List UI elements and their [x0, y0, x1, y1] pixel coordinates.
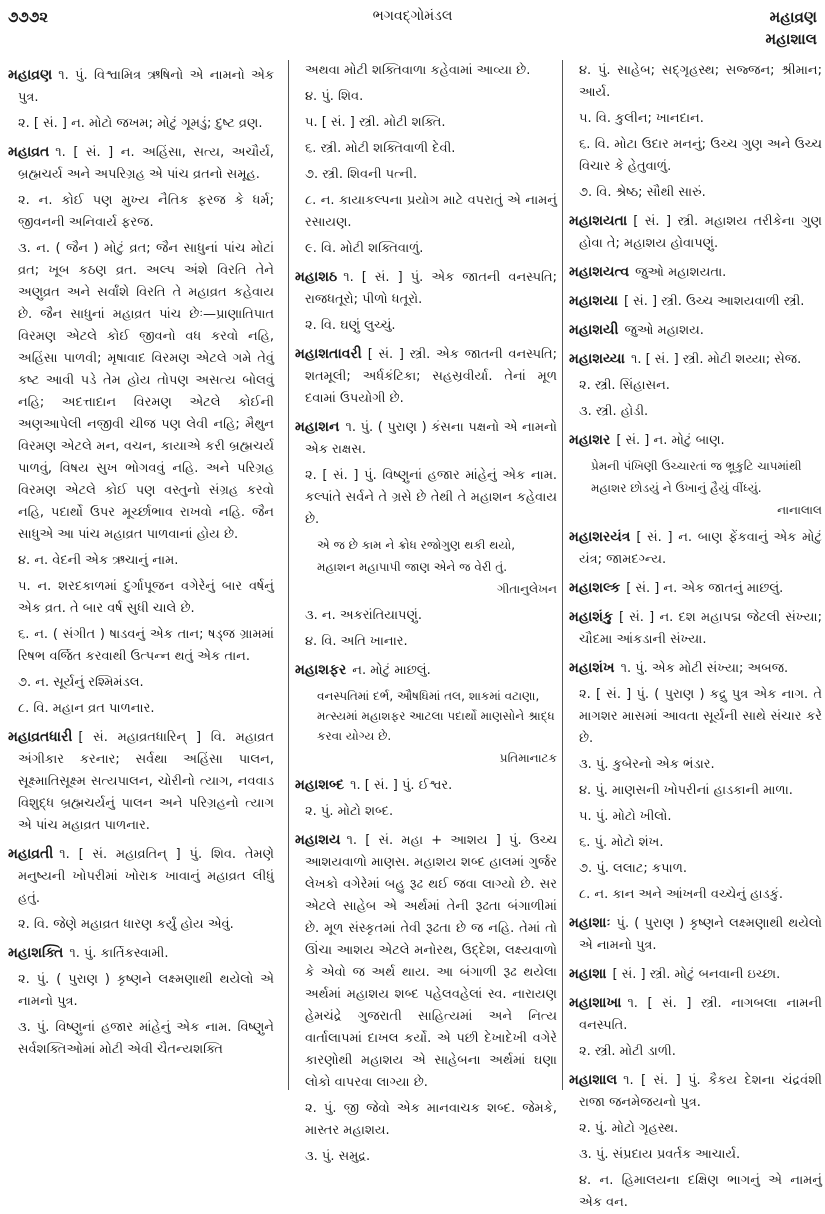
entry-sense: [295, 605, 557, 627]
entry-sense: [569, 832, 822, 854]
definition-text: ૨. [ સં. ] પું. વિષ્ણુનાં હજાર માંહેનું એક નામ. કલ્પાંતે સર્વને તે ગ્રસે છે તેથી તે મહાશન કહેવાય છે.: [305, 468, 557, 527]
definition-text: ૪. વિ. અતિ ખાનાર.: [305, 634, 408, 649]
definition-text: ૮. વિ. મહાન વ્રત પાળનાર.: [18, 701, 155, 716]
definition-text: અથવા મોટી શક્તિવાળા કહેવામાં આવ્યા છે.: [305, 63, 531, 78]
entry-sense: [569, 806, 822, 828]
headword: મહાશઠ: [295, 269, 338, 285]
dictionary-entry: [8, 726, 274, 837]
entry-sense: [295, 86, 557, 108]
entry-sense: [8, 698, 274, 720]
dictionary-entry: [569, 261, 822, 284]
definition-text: ૬. સ્ત્રી. મોટી શક્તિવાળી દેવી.: [305, 141, 456, 156]
dictionary-entry: [295, 416, 557, 461]
headword: મહાશયત્વ: [569, 264, 630, 280]
entry-sense: [8, 113, 274, 135]
dictionary-entry: [569, 429, 822, 452]
dictionary-entry: [569, 606, 822, 651]
citation-source: નાનાલાલ: [777, 503, 822, 517]
definition-text: ૨. ન. કોઈ પણ મુખ્ય નૈતિક ફરજ કે ધર્મ; જીવનની અનિવાર્ય ફરજ.: [18, 193, 274, 230]
definition-text: ૫. વિ. કુલીન; ખાનદાન.: [579, 111, 704, 126]
definition-text: ૨. પું. ( પુરાણ ) કૃષ્ણને લક્ષ્મણાથી થયેલો એ નામનો પુત્ર.: [18, 972, 274, 1009]
entry-sense: [569, 1170, 822, 1214]
definition-text: ૪. ન. વેદની એક ઋચાનું નામ.: [18, 553, 179, 568]
definition-text: ૫. [ સં. ] સ્ત્રી. મોટી શક્તિ.: [305, 115, 446, 130]
citation-source: ગીતાનુલેખન: [497, 582, 557, 596]
headword: મહાશરયંત્ર: [569, 529, 631, 545]
entry-sense: [569, 1041, 822, 1063]
column-3: [562, 60, 822, 1210]
headword: મહાશફર: [295, 662, 347, 678]
headword: મહાવ્રતધારી: [8, 729, 73, 745]
headword: મહાશય્યા: [569, 351, 625, 367]
entry-sense: [295, 138, 557, 160]
definition-text: ૨. સ્ત્રી. મોટી ડાળી.: [579, 1044, 676, 1059]
dictionary-entry: [295, 659, 557, 682]
definition-text: ૨. વિ. જેણે મહાવ્રત ધારણ કર્યું હોય એવું.: [18, 917, 234, 932]
entry-sense: [295, 190, 557, 234]
entry-sense: [8, 238, 274, 546]
entry-sense: [295, 112, 557, 134]
definition-text: [ સં. મહાવ્રતધારિન્ ] વિ. મહાવ્રત અંગીકાર કરનાર; સર્વથા અહિંસા પાલન, સૂક્ષ્માતિસૂક્ષ્મ સત્યપાલન, ચોરીનો ત્યાગ, નવવાડ વિશુદ્ધ બ્રહ્મચર્યનું પાલન અને પરિગ્રહનો ત્યાગ એ પાંચ મહાવ્રત પાળનાર.: [18, 730, 274, 833]
definition-text: [ સં. ] સ્ત્રી. એક જાતની વનસ્પતિ; શતમૂલી; અર્ધકંટિકા; સહસ્રવીર્યા. તેનાં મૂળ દવામાં ઉપયોગી છે.: [305, 347, 557, 406]
dictionary-entry: [295, 266, 557, 311]
definition-text: ૧. પું. ( પુરાણ ) કંસના પક્ષનો એ નામનો એક રાક્ષસ.: [305, 420, 557, 457]
dictionary-entry: [569, 319, 822, 342]
definition-text: ૧. [ સં. ] પું. એક જાતની વનસ્પતિ; રાજધતૂરો; પીળો ધતૂરો.: [305, 270, 557, 307]
dictionary-entry: [569, 210, 822, 255]
headword: મહાવ્રણ: [8, 67, 53, 83]
dictionary-entry: [8, 942, 274, 965]
page-header: [0, 0, 825, 56]
definition-text: ૧. [ સં. ] સ્ત્રી. મોટી શય્યા; સેજ.: [630, 352, 802, 367]
guide-word-last: મહાશાલ: [765, 30, 817, 48]
definition-text: ૧. [ સં. ] ન. અહિંસા, સત્ય, અચૌર્ય, બ્રહ્મચર્ય અને અપરિગ્રહ એ પાંચ વ્રતનો સમૂહ.: [18, 145, 274, 182]
dictionary-entry: [569, 992, 822, 1037]
entry-sense: [8, 914, 274, 936]
entry-sense: [8, 576, 274, 620]
definition-text: [ સં. ] સ્ત્રી. ઉચ્ચ આશયવાળી સ્ત્રી.: [623, 294, 805, 309]
citation-quote: એ જ છે કામ ને ક્રોધ રજોગુણ થકી થયો,: [317, 538, 516, 552]
definition-text: ૪. પું. માણસની ખોપરીનાં હાડકાની માળા.: [579, 783, 793, 798]
definition-text: [ સં. ] ન. બાણ ફેંકવાનું એક મોટું યંત્ર; જામદગ્ન્ય.: [579, 530, 822, 567]
definition-text: ૪. પું. શિવ.: [305, 89, 364, 104]
definition-text: પું. ( પુરાણ ) કૃષ્ણને લક્ષ્મણાથી થયેલો એ નામનો પુત્ર.: [579, 916, 822, 953]
definition-text: ૬. પું. મોટો શંખ.: [579, 835, 664, 850]
definition-text: ૧. [ સં. મહા + આશય ] પું. ઉચ્ચ આશયવાળો માણસ. મહાશય શબ્દ હાલમાં ગુર્જર લેખકો વગેરેમાં બહુ રૂઢ થઈ જવા લાગ્યો છે. સર એટલે સાહેબ એ અર્થમાં તેની રૂઢતા બંગાળીમાં છે. મૂળ સંસ્કૃતમાં તેવી રૂઢતા છે જ નહિ. તેમાં તો ઊંચા આશય એટલે મનોરથ, ઉદ્દેશ, લક્ષ્યવાળો કે એવો જ અર્થ થાય. આ બંગાળી રૂઢ થયેલા અર્થમાં મહાશય શબ્દ પહેલવહેલાં સ્વ. નારાયણ હેમચંદ્રે ગુજરાતી સાહિત્યમાં અને નિત્ય વાર્તાલાપમાં દાખલ કર્યો. એ પછી દેખાદેખી વગેરે કારણોથી મહાશય એ સાહેબના અર્થમાં ઘણા લોકો વાપરવા લાગ્યા છે.: [305, 833, 557, 1090]
headword: મહાશંકુ: [569, 609, 613, 625]
headword: મહાશયી: [569, 322, 619, 338]
entry-sense: [8, 550, 274, 572]
headword: મહાશા: [569, 966, 607, 982]
headword: મહાશયતા: [569, 213, 628, 229]
definition-text: ૭. સ્ત્રી. શિવની પત્ની.: [305, 167, 418, 182]
citation-quote: પ્રેમની પંખિણી ઉચ્ચારતાં જ ભ્રૂકુટિ ચાપમાંથી: [591, 459, 802, 473]
definition-text: ૨. [ સં. ] પું. ( પુરાણ ) કદ્રુ પુત્ર એક નાગ. તે માગશર માસમાં આવતા સૂર્યની સાથે સંચાર કરે છે.: [579, 687, 822, 746]
entry-sense: [8, 624, 274, 668]
entry-sense: [569, 134, 822, 178]
definition-text: ૨. સ્ત્રી. સિંહાસન.: [579, 378, 670, 393]
definition-text: ૪. પું. સાહેબ; સદ્‌ગૃહસ્થ; સજ્જન; શ્રીમાન; આર્ય.: [579, 63, 822, 100]
entry-sense: [295, 238, 557, 260]
headword: મહાશલ્ક: [569, 580, 621, 596]
entry-sense: [295, 801, 557, 823]
definition-text: ૩. સ્ત્રી. હોડી.: [579, 404, 649, 419]
definition-text: ૮. ન. કાયાકલ્પના પ્રયોગ માટે વપરાતું એ નામનું રસાયણ.: [305, 193, 557, 230]
dictionary-entry: [569, 657, 822, 680]
entry-sense: [295, 315, 557, 337]
citation-quote: મહાશન મહાપાપી જાણ એને જ વેરી તું.: [317, 560, 508, 574]
definition-text: [ સં. ] ન. મોટું બાણ.: [616, 433, 725, 448]
book-title: ભગવદ્‌ગોમંડલ: [372, 8, 453, 24]
dictionary-entry: [569, 577, 822, 600]
headword: મહાવ્રત: [8, 144, 50, 160]
entry-sense: [569, 884, 822, 906]
dictionary-entry: [8, 141, 274, 186]
definition-text: ૧. [ સં. ] સ્ત્રી. નાગબલા નામની વનસ્પતિ.: [579, 996, 822, 1033]
definition-text: ૩. પું. વિષ્ણુનાં હજાર માંહેનું એક નામ. વિષ્ણુને સર્વશક્તિઓમાં મોટી એવી ચૈતન્યશક્તિ: [18, 1020, 274, 1057]
definition-text: ન. મોટું માછલું.: [352, 663, 431, 678]
headword: મહાશંખ: [569, 660, 615, 676]
column-1: [8, 58, 274, 1065]
column-2: [288, 60, 557, 1164]
entry-sense: [8, 672, 274, 694]
definition-text: [ સં. ] સ્ત્રી. મોટું બનવાની ઇચ્છા.: [612, 967, 781, 982]
entry-sense: [295, 1146, 557, 1168]
definition-text: ૭. ન. સૂર્યનું રશ્મિમંડલ.: [18, 675, 144, 690]
dictionary-entry: [295, 774, 557, 797]
headword: મહાશાલ: [569, 1072, 618, 1088]
dictionary-entry: [8, 64, 274, 109]
definition-text: ૭. વિ. શ્રેષ્ઠ; સૌથી સારું.: [579, 185, 706, 200]
definition-text: ૨. [ સં. ] ન. મોટો જખમ; મોટું ગૂમડું; દુષ્ટ વ્રણ.: [18, 116, 263, 131]
page-number: ૭૭૭૨: [8, 8, 49, 26]
entry-sense: [569, 858, 822, 880]
definition-text: [ સં. ] ન. એક જાતનું માછલું.: [626, 581, 784, 596]
definition-text: ૬. ન. ( સંગીત ) ષાડવનું એક તાન; ષડ્જ ગ્રામમાં રિષભ વર્જિત કરવાથી ઉત્પન્ન થતું એક તાન.: [18, 627, 274, 664]
definition-text: ૮. ન. કાન અને આંખની વચ્ચેનું હાડકું.: [579, 887, 783, 902]
definition-text: ૯. વિ. મોટી શક્તિવાળું.: [305, 241, 424, 256]
definition-text: ૩. પું. કુબેરનો એક ભંડાર.: [579, 757, 715, 772]
definition-text: ૧. [ સં. ] પું. ઈશ્વર.: [350, 778, 453, 793]
entry-sense: [8, 1017, 274, 1061]
entry-sense: [295, 1098, 557, 1142]
citation-quote: મહાશર છોડયું ને ઉખાનું હૈયું વીંધ્યું.: [591, 481, 762, 495]
definition-text: ૩. પું. સમુદ્ર.: [305, 1149, 371, 1164]
dictionary-entry: [569, 290, 822, 313]
entry-sense: [295, 60, 557, 82]
definition-text: ૨. વિ. ઘણું લુચ્ચું.: [305, 318, 396, 333]
definition-text: ૩. ન. અકરાંતિયાપણું.: [305, 608, 422, 623]
headword: મહાશાઃ: [569, 915, 611, 931]
definition-text: ૩. પું. સંપ્રદાય પ્રવર્તક આચાર્ય.: [579, 1147, 741, 1162]
definition-text: જુઓ મહાશયતા.: [635, 265, 727, 280]
headword: મહાશબ્દ: [295, 777, 345, 793]
definition-text: ૬. વિ. મોટા ઉદાર મનનું; ઉચ્ચ ગુણ અને ઉચ્ચ વિચાર કે હેતુવાળું.: [579, 137, 822, 174]
definition-text: ૧. [ સં. મહાવ્રતિન્ ] પું. શિવ. તેમણે મનુષ્યની ખોપરીમાં ખોરાક ખાવાનું મહાવ્રત લીધું હતું.: [18, 847, 274, 906]
definition-text: ૧. પું. કાર્તિકસ્વામી.: [69, 946, 169, 961]
entry-sense: [8, 969, 274, 1013]
dictionary-entry: [569, 348, 822, 371]
definition-text: ૫. પું. મોટો ખીલો.: [579, 809, 672, 824]
dictionary-entry: [295, 829, 557, 1094]
headword: મહાશક્તિ: [8, 945, 64, 961]
definition-text: જુઓ મહાશય.: [624, 323, 704, 338]
dictionary-entry: [569, 1069, 822, 1114]
entry-sense: [569, 401, 822, 423]
definition-text: ૨. પું. મોટો શબ્દ.: [305, 804, 394, 819]
citation-quote: વનસ્પતિમાં દર્ભ, ઔષધિમાં તલ, શાકમાં વટાણા, મત્સ્યમાં મહાશફર આટલા પદાર્થો માણસોને શ્રાદ્ધ કરવા યોગ્ય છે.: [317, 689, 555, 743]
entry-sense: [295, 631, 557, 653]
definition-text: ૧. [ સં. ] પું. કૈકય દેશના ચંદ્રવંશી રાજા જનમેજયનો પુત્ર.: [579, 1073, 822, 1110]
definition-text: ૩. ન. ( જૈન ) મોટું વ્રત; જૈન સાધુનાં પાંચ મોટાં વ્રત; ખૂબ કઠણ વ્રત. અલ્પ અંશે વિરતિ તેને અણુવ્રત અને સર્વાંશે વિરતિ તે મહાવ્રત કહેવાય છે. જૈન સાધુનાં મહાવ્રત પાંચ છેઃ—પ્રાણાતિપાત વિરમણ એટલે કોઈ જીવનો વધ કરવો નહિ, અહિંસા પાળવી; મૃષાવાદ વિરમણ એટલે ગમે તેવું કષ્ટ આવી પડે તેમ હોય તોપણ અસત્ય બોલવું નહિ; અદત્તાદાન વિરમણ એટલે કોઈની અણઆપેલી નજીવી ચીજ પણ લેવી નહિ; મૈથુન વિરમણ એટલે મન, વચન, કાયાએ કરી બ્રહ્મચર્ય પાળવું, વિષય સુખ ભોગવવું નહિ. અને પરિગ્રહ વિરમણ એટલે કોઈ પણ વસ્તુનો સંગ્રહ કરવો નહિ, પદાર્થો ઉપર મૂર્ચ્છાભાવ રાખવો નહિ. જૈન સાધુએ આ પાંચ મહાવ્રત પાળવાનાં હોય છે.: [18, 241, 274, 542]
dictionary-entry: [8, 843, 274, 910]
headword: મહાશતાવરી: [295, 346, 362, 362]
definition-text: ૧. પું. વિશ્વામિત્ર ઋષિનો એ નામનો એક પુત્ર.: [18, 68, 274, 105]
definition-text: ૨. પું. જી જેવો એક માનવાચક શબ્દ. જેમકે, માસ્તર મહાશય.: [305, 1101, 557, 1138]
definition-text: ૨. પું. મોટો ગૃહસ્થ.: [579, 1121, 679, 1136]
definition-text: [ સં. ] ન. દશ મહાપદ્મ જેટલી સંખ્યા; ચૌદમા આંકડાની સંખ્યા.: [579, 610, 822, 647]
definition-text: ૧. પું. એક મોટી સંખ્યા; અબજ.: [620, 661, 789, 676]
entry-sense: [569, 375, 822, 397]
entry-sense: [295, 465, 557, 531]
entry-sense: [569, 780, 822, 802]
definition-text: ૪. ન. હિમાલયના દક્ષિણ ભાગનું એ નામનું એક વન.: [579, 1173, 822, 1210]
dictionary-entry: [295, 343, 557, 410]
headword: મહાવ્રતી: [8, 846, 54, 862]
entry-sense: [569, 754, 822, 776]
entry-sense: [569, 182, 822, 204]
citation-source: પ્રતિમાનાટક: [499, 751, 557, 765]
headword: મહાશન: [295, 419, 340, 435]
entry-sense: [569, 1118, 822, 1140]
headword: મહાશયા: [569, 293, 618, 309]
definition-text: ૭. પું. લલાટ; કપાળ.: [579, 861, 687, 876]
dictionary-entry: [569, 963, 822, 986]
headword: મહાશર: [569, 432, 611, 448]
headword: મહાશાખા: [569, 995, 622, 1011]
entry-sense: [569, 684, 822, 750]
definition-text: [ સં. ] સ્ત્રી. મહાશય તરીકેના ગુણ હોવા તે; મહાશય હોવાપણું.: [579, 214, 822, 251]
dictionary-entry: [569, 526, 822, 571]
entry-sense: [295, 164, 557, 186]
guide-word-first: મહાવ્રણ: [769, 8, 817, 26]
entry-sense: [569, 1144, 822, 1166]
headword: મહાશય: [295, 832, 341, 848]
entry-sense: [569, 60, 822, 104]
dictionary-entry: [569, 912, 822, 957]
definition-text: ૫. ન. શરદકાળમાં દુર્ગાપૂજન વગેરેનું બાર વર્ષનું એક વ્રત. તે બાર વર્ષ સુધી ચાલે છે.: [18, 579, 274, 616]
entry-sense: [8, 190, 274, 234]
entry-sense: [569, 108, 822, 130]
